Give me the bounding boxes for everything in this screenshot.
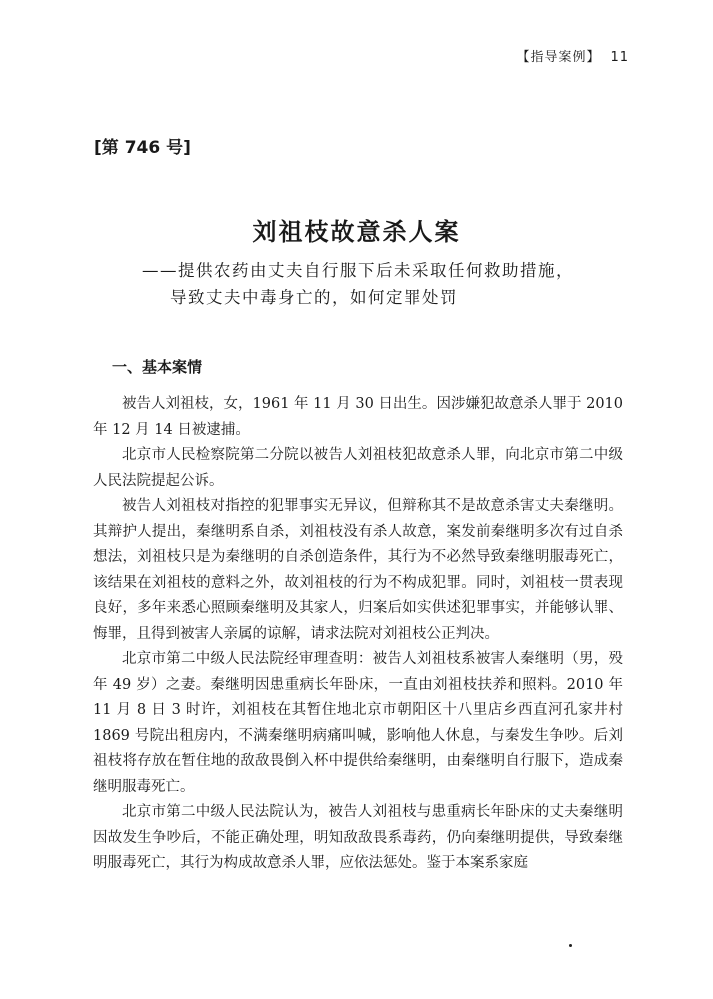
document-subtitle bbox=[142, 257, 574, 311]
body-text bbox=[93, 392, 623, 877]
running-header bbox=[516, 46, 629, 65]
section-heading: 一、基本案情 bbox=[112, 358, 203, 376]
paragraph: 北京市人民检察院第二分院以被告人刘祖枝犯故意杀人罪，向北京市第二中级人民法院提起公诉。 bbox=[93, 447, 623, 489]
scan-speck bbox=[569, 944, 572, 947]
paragraph: 北京市第二中级人民法院经审理查明：被告人刘祖枝系被害人秦继明（男，殁年 49 岁）之妻。秦继明因患重病长年卧床，一直由刘祖枝扶养和照料。2010 年 11 月 8 日 3 时许，刘祖枝在其暂住地北京市朝阳区十八里店乡西直河孔家井村 1869 号院出租房内，不满秦继明病痛叫喊，影响他人休息，与秦发生争吵。后刘祖枝将存放在暂住地的敌敌畏倒入杯中提供给秦继明，由秦继明自行服下，造成秦继明服毒死亡。 bbox=[93, 651, 623, 795]
subtitle-line-1: ——提供农药由丈夫自行服下后未采取任何救助措施， bbox=[142, 261, 574, 280]
document-title: 刘祖枝故意杀人案 bbox=[252, 217, 461, 246]
page-number: 11 bbox=[610, 50, 629, 65]
subtitle-line-2: 导致丈夫中毒身亡的，如何定罪处罚 bbox=[170, 288, 458, 307]
paragraph: 被告人刘祖枝对指控的犯罪事实无异议，但辩称其不是故意杀害丈夫秦继明。其辩护人提出，秦继明系自杀，刘祖枝没有杀人故意，案发前秦继明多次有过自杀想法，刘祖枝只是为秦继明的自杀创造条件，其行为不必然导致秦继明服毒死亡，该结果在刘祖枝的意料之外，故刘祖枝的行为不构成犯罪。同时，刘祖枝一贯表现良好，多年来悉心照顾秦继明及其家人，归案后如实供述犯罪事实，并能够认罪、悔罪，且得到被害人亲属的谅解，请求法院对刘祖枝公正判决。 bbox=[93, 498, 623, 642]
case-number: [第 746 号] bbox=[94, 138, 191, 158]
header-section-label: 【指导案例】 bbox=[516, 50, 601, 65]
paragraph: 北京市第二中级人民法院认为，被告人刘祖枝与患重病长年卧床的丈夫秦继明因故发生争吵后，不能正确处理，明知敌敌畏系毒药，仍向秦继明提供，导致秦继明服毒死亡，其行为构成故意杀人罪，应依法惩处。鉴于本案系家庭 bbox=[93, 804, 623, 871]
paragraph: 被告人刘祖枝，女，1961 年 11 月 30 日出生。因涉嫌犯故意杀人罪于 2010 年 12 月 14 日被逮捕。 bbox=[93, 396, 623, 438]
